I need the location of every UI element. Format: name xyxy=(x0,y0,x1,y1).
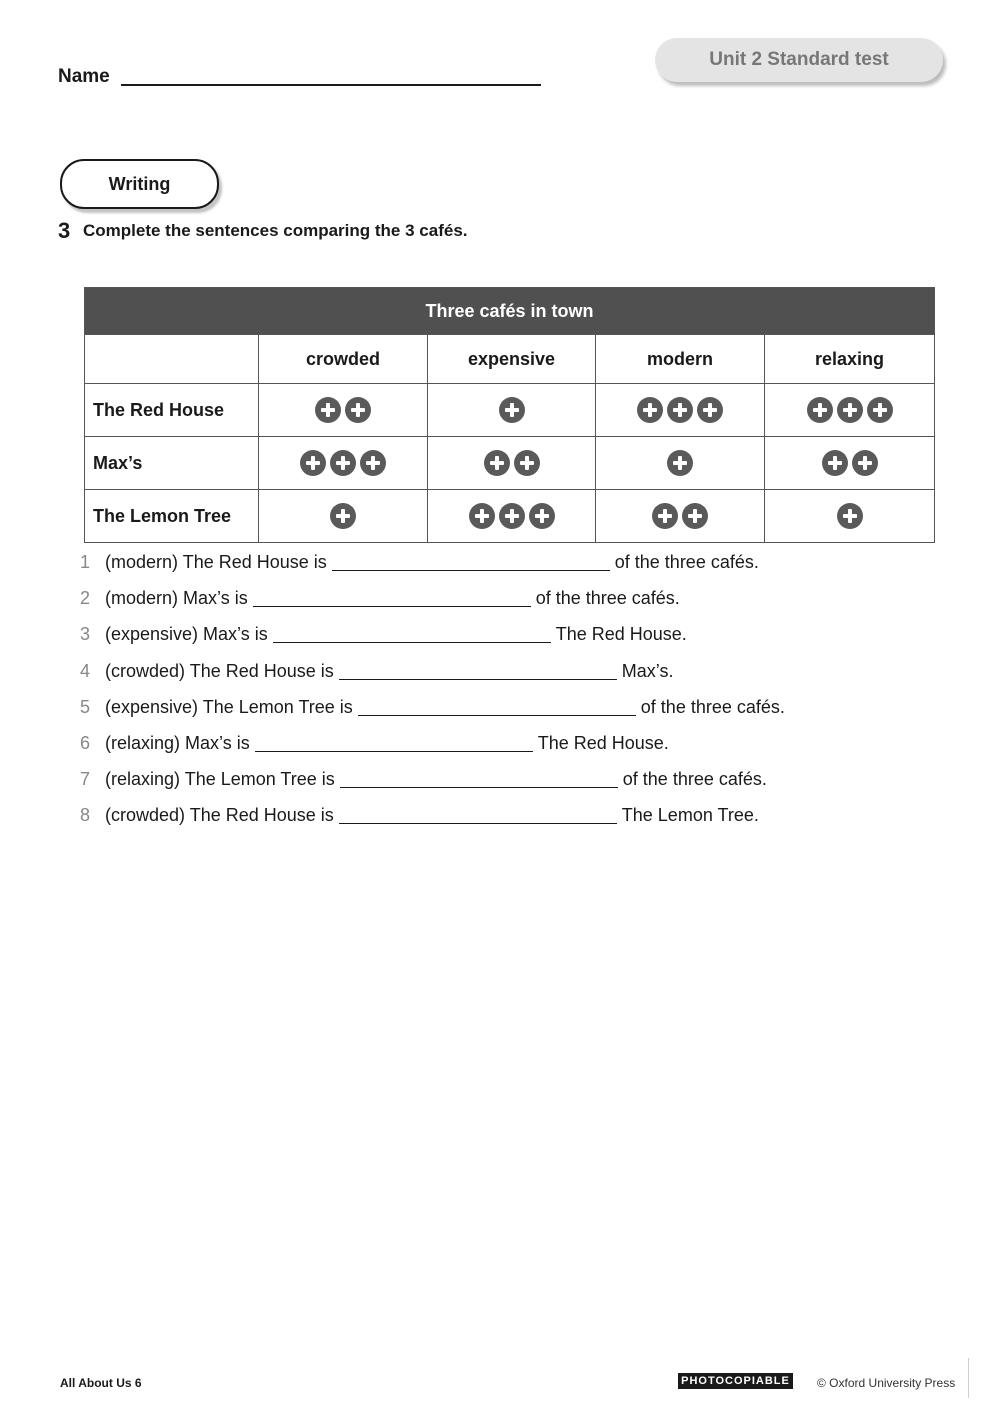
instruction xyxy=(58,218,468,244)
cafe-name: The Red House xyxy=(85,384,259,437)
photocopiable-badge: PHOTOCOPIABLE xyxy=(678,1373,793,1389)
item-number: 2 xyxy=(80,588,91,609)
list-item xyxy=(80,769,785,805)
rating-cell xyxy=(428,490,596,543)
plus-circle-icon xyxy=(867,397,893,423)
list-item xyxy=(80,588,785,624)
plus-circle-icon xyxy=(667,450,693,476)
sentence-prompt: (modern) The Red House is xyxy=(105,552,327,572)
table-row xyxy=(85,384,935,437)
plus-circle-icon xyxy=(514,450,540,476)
unit-title-pill: Unit 2 Standard test xyxy=(655,38,943,82)
rating-cell xyxy=(765,490,935,543)
plus-circle-icon xyxy=(837,503,863,529)
rating-cell xyxy=(596,437,765,490)
answer-blank[interactable] xyxy=(255,733,533,752)
sentence-ending: of the three cafés. xyxy=(535,588,680,609)
plus-circle-icon xyxy=(330,450,356,476)
list-item xyxy=(80,805,785,841)
plus-circle-icon xyxy=(469,503,495,529)
table-row xyxy=(85,437,935,490)
question-number: 3 xyxy=(58,218,71,243)
plus-circle-icon xyxy=(852,450,878,476)
item-number: 6 xyxy=(80,732,91,753)
plus-circle-icon xyxy=(837,397,863,423)
plus-circle-icon xyxy=(300,450,326,476)
rating-cell xyxy=(765,384,935,437)
answer-blank[interactable] xyxy=(253,588,531,607)
sentence-ending: Max’s. xyxy=(621,660,674,681)
table-title: Three cafés in town xyxy=(85,288,935,335)
list-item xyxy=(80,697,785,733)
plus-circle-icon xyxy=(360,450,386,476)
rating-cell xyxy=(259,437,428,490)
sentence-ending: The Lemon Tree. xyxy=(621,805,759,826)
rating-cell xyxy=(259,490,428,543)
cafe-comparison-table xyxy=(84,287,935,543)
plus-circle-icon xyxy=(315,397,341,423)
item-number: 7 xyxy=(80,769,91,790)
plus-circle-icon xyxy=(330,503,356,529)
sentence-ending: of the three cafés. xyxy=(614,552,759,572)
sentence-prompt: (expensive) The Lemon Tree is xyxy=(105,696,353,717)
name-input-line[interactable] xyxy=(121,66,541,86)
list-item xyxy=(80,733,785,769)
column-header: expensive xyxy=(428,335,596,384)
answer-blank[interactable] xyxy=(358,697,636,716)
rating-cell xyxy=(596,384,765,437)
list-item xyxy=(80,552,785,588)
sentence-prompt: (crowded) The Red House is xyxy=(105,805,334,826)
plus-circle-icon xyxy=(529,503,555,529)
plus-circle-icon xyxy=(499,397,525,423)
rating-cell xyxy=(596,490,765,543)
table-title-row xyxy=(85,288,935,335)
empty-header-cell xyxy=(85,335,259,384)
sentence-prompt: (expensive) Max’s is xyxy=(105,624,268,645)
list-item xyxy=(80,661,785,697)
sentence-prompt: (relaxing) The Lemon Tree is xyxy=(105,769,335,790)
rating-cell xyxy=(765,437,935,490)
item-number: 5 xyxy=(80,696,91,717)
column-header: modern xyxy=(596,335,765,384)
plus-circle-icon xyxy=(652,503,678,529)
answer-blank[interactable] xyxy=(332,552,610,571)
answer-blank[interactable] xyxy=(339,805,617,824)
answer-blank[interactable] xyxy=(340,769,618,788)
sentence-list xyxy=(80,552,785,842)
name-label: Name xyxy=(58,66,110,87)
rating-cell xyxy=(428,437,596,490)
item-number: 8 xyxy=(80,805,91,826)
table-header-row xyxy=(85,335,935,384)
sentence-ending: The Red House. xyxy=(555,624,687,645)
answer-blank[interactable] xyxy=(273,624,551,643)
list-item xyxy=(80,624,785,660)
plus-circle-icon xyxy=(822,450,848,476)
sentence-ending: of the three cafés. xyxy=(622,769,767,790)
sentence-prompt: (crowded) The Red House is xyxy=(105,660,334,681)
cafe-name: The Lemon Tree xyxy=(85,490,259,543)
plus-circle-icon xyxy=(807,397,833,423)
instruction-text: Complete the sentences comparing the 3 cafés. xyxy=(82,221,468,240)
section-label-writing: Writing xyxy=(60,159,219,209)
sentence-prompt: (modern) Max’s is xyxy=(105,588,248,609)
plus-circle-icon xyxy=(345,397,371,423)
footer-copyright: © Oxford University Press xyxy=(817,1376,956,1390)
name-row xyxy=(58,66,541,88)
item-number: 1 xyxy=(80,552,91,572)
sentence-ending: The Red House. xyxy=(537,732,669,753)
plus-circle-icon xyxy=(682,503,708,529)
table-row xyxy=(85,490,935,543)
cafe-name: Max’s xyxy=(85,437,259,490)
footer-divider xyxy=(968,1358,969,1398)
plus-circle-icon xyxy=(697,397,723,423)
sentence-prompt: (relaxing) Max’s is xyxy=(105,732,250,753)
plus-circle-icon xyxy=(484,450,510,476)
column-header: crowded xyxy=(259,335,428,384)
column-header: relaxing xyxy=(765,335,935,384)
plus-circle-icon xyxy=(637,397,663,423)
plus-circle-icon xyxy=(667,397,693,423)
footer-book-title: All About Us 6 xyxy=(60,1376,142,1390)
answer-blank[interactable] xyxy=(339,661,617,680)
plus-circle-icon xyxy=(499,503,525,529)
item-number: 4 xyxy=(80,660,91,681)
item-number: 3 xyxy=(80,624,91,645)
sentence-ending: of the three cafés. xyxy=(640,696,785,717)
rating-cell xyxy=(428,384,596,437)
rating-cell xyxy=(259,384,428,437)
